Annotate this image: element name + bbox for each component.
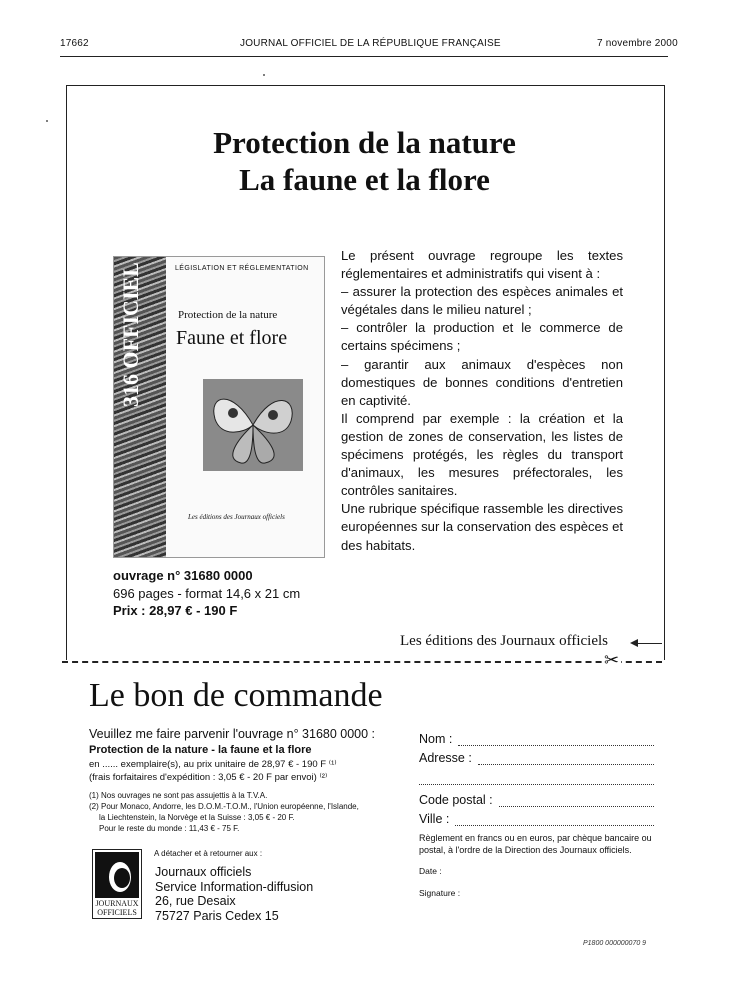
address-label: Adresse : — [419, 751, 472, 765]
detach-instruction: A détacher et à retourner aux : — [154, 849, 263, 858]
order-quantity[interactable]: en ...... exemplaire(s), au prix unitaire de 28,97 € - 190 F ⁽¹⁾ — [89, 759, 337, 770]
order-book: Protection de la nature - la faune et la flore — [89, 744, 312, 756]
book-cover — [113, 256, 325, 558]
speck — [263, 74, 265, 76]
logo-text: OFFICIELS — [97, 908, 137, 917]
ad-title-line1: Protection de la nature — [213, 125, 516, 160]
ad-title-line2: La faune et la flore — [239, 162, 490, 197]
name-label: Nom : — [419, 732, 453, 746]
payment-terms: Règlement en francs ou en euros, par chèque bancaire ou postal, à l'ordre de la Direction des Journaux officiels. — [419, 833, 652, 855]
description-paragraph: Il comprend par exemple : la création et la gestion de zones de conservation, les listes de spécimens protégés, les règles du transport d'animaux, les mesures préfectorales, les contrôles sanitaires. — [341, 410, 623, 499]
city-line[interactable] — [455, 813, 654, 826]
speck — [46, 120, 48, 122]
cover-publisher: Les éditions des Journaux officiels — [188, 513, 285, 521]
postal-code-line[interactable] — [499, 794, 654, 807]
address-line-input[interactable] — [419, 765, 654, 785]
cover-series: LÉGISLATION ET RÉGLEMENTATION — [175, 265, 309, 272]
name-field[interactable] — [419, 727, 654, 746]
order-shipping: (frais forfaitaires d'expédition : 3,05 € - 20 F par envoi) ⁽²⁾ — [89, 772, 328, 783]
book-format: 696 pages - format 14,6 x 21 cm — [113, 585, 301, 601]
cover-title: Faune et flore — [176, 327, 288, 349]
order-note: (2) Pour Monaco, Andorre, les D.O.M.-T.O.M., l'Union européenne, l'Islande, — [89, 802, 359, 811]
address-line: Journaux officiels — [155, 865, 252, 879]
journaux-officiels-logo — [92, 849, 142, 919]
order-note: Pour le reste du monde : 11,43 € - 75 F. — [99, 824, 240, 833]
postal-code-label: Code postal : — [419, 793, 493, 807]
cut-line — [62, 661, 662, 663]
order-form-title: Le bon de commande — [89, 677, 383, 714]
address-line: Service Information-diffusion — [155, 879, 314, 894]
cover-subtitle: Protection de la nature — [178, 309, 278, 321]
publisher-name: Les éditions des Journaux officiels — [400, 633, 609, 649]
page-number: 17662 — [60, 38, 89, 49]
description-paragraph: Une rubrique spécifique rassemble les directives européennes sur la conservation des espèces et des habitats. — [341, 501, 623, 553]
spine-text: 316 OFFICIEL — [118, 262, 143, 407]
journal-title: JOURNAL OFFICIEL DE LA RÉPUBLIQUE FRANÇAISE — [240, 38, 501, 49]
book-price: Prix : 28,97 € - 190 F — [113, 603, 238, 618]
order-note: (1) Nos ouvrages ne sont pas assujettis à la T.V.A. — [89, 791, 268, 800]
city-label: Ville : — [419, 812, 450, 826]
document-code: P1800 000000070 9 — [583, 940, 647, 947]
book-info — [113, 567, 300, 620]
butterfly-illustration — [203, 379, 303, 471]
date-label[interactable]: Date : — [419, 866, 442, 876]
arrow-left-icon — [632, 643, 662, 644]
order-details — [89, 727, 399, 834]
customer-fields — [419, 727, 654, 898]
name-line[interactable] — [458, 733, 654, 746]
description-paragraph: Le présent ouvrage regroupe les textes réglementaires et administratifs qui visent à : — [341, 248, 623, 282]
logo-text: JOURNAUX — [95, 899, 139, 908]
address-line-input[interactable] — [478, 752, 654, 765]
scissors-icon: ✂ — [604, 650, 620, 670]
description-paragraph: – assurer la protection des espèces animales et végétales dans le milieu naturel ; — [341, 284, 623, 318]
signature-label[interactable]: Signature : — [419, 888, 461, 898]
description-paragraph: – garantir aux animaux d'espèces non domestiques de bonnes conditions d'entretien en captivité. — [341, 356, 623, 408]
address-line: 75727 Paris Cedex 15 — [155, 908, 279, 923]
address-field[interactable] — [419, 746, 654, 765]
description-paragraph: – contrôler la production et le commerce de certains spécimens ; — [341, 320, 623, 354]
book-number: ouvrage n° 31680 0000 — [113, 568, 253, 583]
order-note: la Liechtenstein, la Norvège et la Suisse : 3,05 € - 20 F. — [99, 813, 295, 822]
description — [341, 247, 623, 555]
return-address — [155, 865, 313, 923]
address-line: 26, rue Desaix — [155, 894, 236, 909]
order-request: Veuillez me faire parvenir l'ouvrage n° 31680 0000 : — [89, 727, 376, 741]
city-field[interactable] — [419, 807, 654, 826]
cover-spine — [114, 257, 166, 557]
header-rule — [60, 56, 668, 57]
issue-date: 7 novembre 2000 — [597, 38, 678, 49]
postal-code-field[interactable] — [419, 788, 654, 807]
